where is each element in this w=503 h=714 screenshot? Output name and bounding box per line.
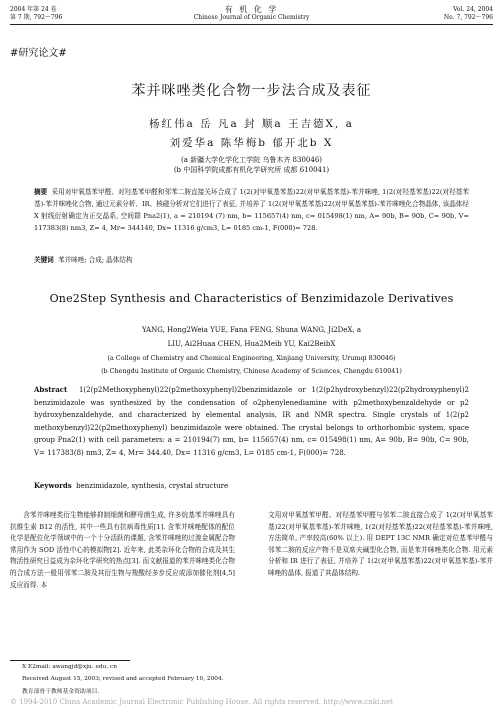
header-center — [10, 6, 493, 22]
abstract-cn-label: 摘要 — [34, 188, 48, 196]
header-pages-cn: 第 7 期, 792～796 — [10, 14, 63, 21]
title-en: One2Step Synthesis and Characteristics of Benzimidazole Derivatives — [49, 292, 454, 305]
authors-cn-line2: 刘爱华a 陈华梅b 郁开北b X — [169, 137, 334, 149]
abstract-cn — [34, 186, 469, 234]
affiliation-en-b: (b Chengdu Institute of Organic Chemistry, Chinese Academy of Sciences, Chengdu 610041) — [101, 367, 402, 375]
abstract-cn-text: 采用对甲氧基苯甲醛、对羟基苯甲醛和邻苯二胺直接关环合成了 1(2(对甲氧基苯基)22(对甲氧基苯基)-苯并咪唑, 1(2(对羟基苯基)22(对羟基苯基)-苯并咪唑化合物, 通过元素分析、IR、核磁分析对它们进行了表征, 并培养了 1(2(对甲氧基苯基)22(对甲氧基苯基)-苯并咪唑化合物晶体, 该晶体经 X 射线衍射确定为正交晶系, 空间群 Pna2(1), a = 210194 (7) nm, b= 115657(4) nm, c= 015498(1) nm, A= 90b, B= 90b, C= 90b, V= 117383(8) nm3, Z= 4, Mr= 344140, Dx= 11316 g/cm3, L= 0185 cm-1, F(000)= 728. — [34, 188, 469, 232]
keywords-en-text: benzimidazole, synthesis, crystal structure — [76, 482, 229, 490]
keywords-cn — [34, 254, 469, 264]
footnote-received: Received August 15, 2003; revised and accepted February 10, 2004. — [22, 676, 224, 682]
running-header — [10, 6, 493, 32]
header-pages-en: No. 7, 792～796 — [443, 14, 493, 21]
footnote-fund: 教育部骨干教师基金资助项目. — [22, 689, 100, 695]
abstract-en — [34, 384, 469, 459]
header-volume-cn: 2004 年第 24 卷 — [10, 6, 57, 13]
affiliation-cn-a: (a 新疆大学化学化工学院 乌鲁木齐 830046) — [180, 156, 323, 164]
affiliation-cn-b: (b 中国科学院成都有机化学研究所 成都 610041) — [173, 166, 330, 174]
abstract-en-text: 1(2(p2Methoxyphenyl)22(p2methoxyphenyl)2benzimidazole or 1(2(p2hydroxybenzyl)22(p2hydroxyphenyl)2 benzimidazole was synthesized by the condensation of o2phenylenediamine with p2methoxybenzaldehyde or p2 hydroxybenzaldehyde, and characterized by elemental analysis, IR and NMR spectra. Single crystals of 1(2(p2 methoxybenzyl)22(p2methoxyphenyl) benzimidazole were obtained. The crystal belongs to orthorhombic system, space group Pna2(1) with cell parameters: a = 210194(7) nm, b= 115657(4) nm, c= 015498(1) nm, A= 90b, B= 90b, C= 90b, V= 117383(8) nm3, Z= 4, Mr= 344.40, Dx= 11316 g/cm3, L= 0185 cm-1, F(000)= 728. — [34, 386, 470, 457]
authors-en-line1: YANG, Hong2Weia YUE, Fana FENG, Shuna WANG, Ji2DeX, a — [141, 326, 362, 334]
authors-cn-line1: 杨红伟a 岳 凡a 封 顺a 王吉德X, a — [149, 118, 354, 130]
keywords-cn-label: 关键词 — [34, 256, 54, 264]
keywords-en-label: Keywords — [34, 481, 72, 490]
section-label: #研究论文# — [10, 48, 67, 59]
footnote-divider — [10, 660, 130, 661]
body-column-right — [268, 510, 493, 580]
abstract-en-label: Abstract — [34, 385, 68, 394]
header-volume-en: Vol. 24, 2004 — [453, 6, 493, 13]
footnote-email: X E2mail: awangjd@xju. edu. cn — [22, 664, 117, 670]
header-right — [444, 6, 493, 22]
body-text-left: 含苯并咪唑类衍生物能够抑制细菌和酵母菌生成, 许多烷基苯并咪唑具有抗维生素 B12 的活性, 其中一些具有抗病毒性质[1]. 含苯并咪唑配体的配位化学是配位化学领域中的一个十分活跃的课题, 含苯并咪唑的过渡金属配合物常用作为 SOD 活性中心的模拟物[2]. 近年来, 此类杂环化合物的合成及其生物活性研究日益成为杂环化学研究的热点[3]. 而文献报道的苯并咪唑类化合物的合成方法一般用邻苯二胺及其衍生物与羧酸经多步反应或添加催化剂[4,5]反应而得. 本 — [10, 511, 235, 589]
affiliation-en-a: (a College of Chemistry and Chemical Engineering, Xinjiang University, Urumqi 830046) — [107, 354, 396, 362]
authors-en-line2: LIU, Ai2Huaa CHEN, Hua2Meib YU, Kai2BeibX — [167, 340, 336, 348]
copyright-watermark: © 1994-2010 China Academic Journal Electronic Publishing House. All rights reserved. http://www.cnki.net — [10, 698, 393, 706]
keywords-cn-text: 苯并咪唑; 合成; 晶体结构 — [57, 256, 133, 264]
header-divider — [10, 24, 493, 25]
journal-name-en: Chinese Journal of Organic Chemistry — [193, 14, 310, 21]
journal-name-cn: 有 机 化 学 — [224, 5, 279, 14]
body-text-right: 文用对甲氧基苯甲醛、对羟基苯甲醛与邻苯二胺直接合成了 1(2(对甲氧基苯基)22(对甲氧基苯基)-苯并咪唑, 1(2(对羟基苯基)22(对羟基苯基)-苯并咪唑, 方法简单, 产率较高(60% 以上). 用 DEPT 13C NMR 确定对位基苯甲醛与邻苯二胺的反应产物不是双席夫碱型化合物, 而是苯并咪唑类化合物. 用元素分析和 IR 进行了表征, 并培养了 1(2(对甲氧基苯基)22(对甲氧基苯基)-苯并咪唑的晶体, 报道了其晶体结构. — [268, 511, 493, 577]
body-column-left — [10, 510, 235, 591]
title-cn: 苯并咪唑类化合物一步法合成及表征 — [131, 83, 372, 99]
keywords-en — [34, 481, 469, 490]
